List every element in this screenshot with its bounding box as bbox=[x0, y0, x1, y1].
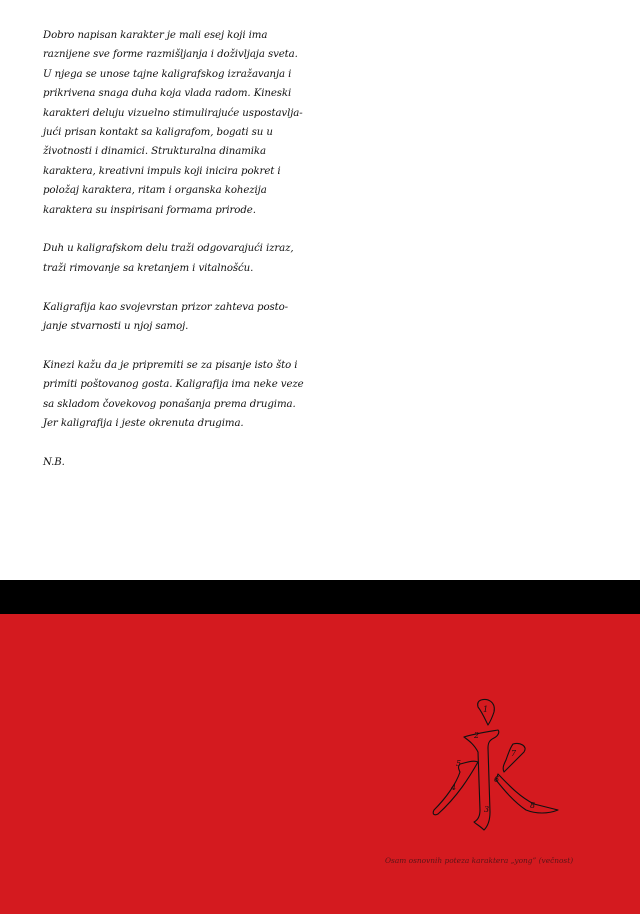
text-line: Kinezi kažu da je pripremiti se za pisanje isto što i bbox=[43, 359, 298, 371]
text-line: karaktera, kreativni impuls koji inicira pokret i bbox=[43, 165, 281, 177]
text-line: položaj karaktera, ritam i organska kohezija bbox=[43, 185, 267, 197]
yong-character-icon bbox=[418, 692, 560, 842]
black-band bbox=[0, 580, 640, 614]
author-signature: N.B. bbox=[43, 456, 65, 468]
text-line: sa skladom čovekovog ponašanja prema drugima. bbox=[43, 398, 296, 410]
text-line: janje stvarnosti u njoj samoj. bbox=[43, 321, 189, 333]
stroke-number: 3 bbox=[484, 805, 490, 814]
text-line: jući prisan kontakt sa kaligrafom, bogati su u bbox=[43, 127, 273, 139]
paragraph-2 bbox=[43, 239, 294, 278]
text-line: prikrivena snaga duha koja vlada radom. Kineski bbox=[43, 88, 292, 100]
text-line: Kaligrafija kao svojevrstan prizor zahteva posto- bbox=[43, 301, 289, 313]
text-line: U njega se unose tajne kaligrafskog izražavanja i bbox=[43, 68, 292, 80]
paragraph-3 bbox=[43, 298, 289, 337]
paragraph-1 bbox=[43, 26, 303, 220]
text-line: raznijene sve forme razmišljanja i doživljaja sveta. bbox=[43, 49, 298, 61]
text-line: životnosti i dinamici. Strukturalna dinamika bbox=[43, 146, 266, 158]
figure-caption: Osam osnovnih poteza karaktera „yong” (večnost) bbox=[385, 856, 574, 865]
text-line: karaktera su inspirisani formama prirode. bbox=[43, 204, 256, 216]
text-line: primiti poštovanog gosta. Kaligrafija ima neke veze bbox=[43, 379, 304, 391]
stroke-number: 2 bbox=[474, 731, 480, 740]
stroke-number: 8 bbox=[530, 801, 536, 810]
text-line: Duh u kaligrafskom delu traži odgovarajući izraz, bbox=[43, 243, 294, 255]
paragraph-4 bbox=[43, 356, 304, 434]
stroke-number: 1 bbox=[483, 705, 489, 714]
text-line: traži rimovanje sa kretanjem i vitalnošću. bbox=[43, 262, 254, 274]
text-line: Dobro napisan karakter je mali esej koji ima bbox=[43, 30, 268, 41]
stroke-number: 4 bbox=[451, 783, 457, 792]
text-line: karakteri deluju vizuelno stimulirajuće uspostavlja- bbox=[43, 107, 303, 119]
stroke-number: 7 bbox=[511, 749, 517, 758]
stroke-number: 6 bbox=[494, 775, 500, 784]
essay-text bbox=[43, 26, 304, 472]
stroke-number: 5 bbox=[456, 759, 462, 768]
text-line: Jer kaligrafija i jeste okrenuta drugima. bbox=[43, 418, 244, 430]
